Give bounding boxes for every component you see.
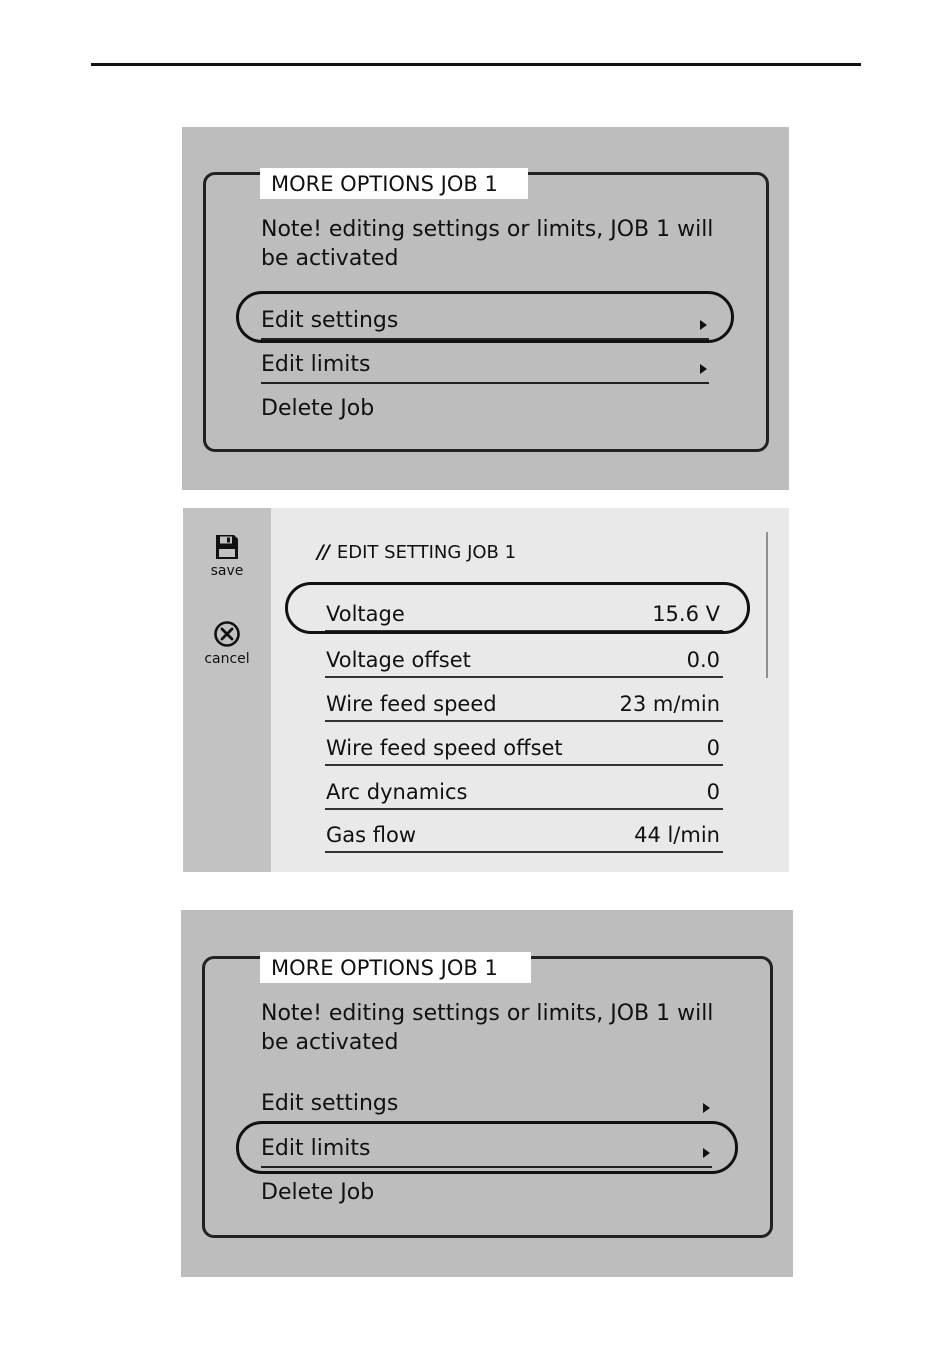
setting-row-wire-feed-speed[interactable]	[325, 678, 723, 722]
selection-highlight	[236, 291, 734, 343]
setting-label: Arc dynamics	[326, 780, 468, 804]
chevron-right-icon	[703, 1103, 710, 1113]
setting-value: 0	[706, 780, 720, 804]
dialog-note	[261, 215, 713, 273]
option-label: Delete Job	[261, 396, 375, 421]
setting-value: 44 l/min	[634, 823, 720, 847]
option-label: Delete Job	[261, 1180, 375, 1205]
setting-value: 0.0	[686, 648, 720, 672]
setting-row-arc-dynamics[interactable]	[325, 766, 723, 810]
note-line-1: Note! editing settings or limits, JOB 1 will	[261, 1001, 714, 1026]
selection-highlight	[236, 1121, 738, 1174]
setting-label: Wire feed speed offset	[326, 736, 563, 760]
option-label: Edit settings	[261, 1091, 399, 1116]
option-label: Edit limits	[261, 1136, 371, 1161]
setting-value: 0	[706, 736, 720, 760]
dialog-title: MORE OPTIONS JOB 1	[260, 952, 531, 983]
option-edit-settings[interactable]	[261, 1083, 712, 1123]
note-line-2: be activated	[261, 246, 399, 271]
option-delete-job[interactable]	[261, 1172, 712, 1212]
setting-row-wire-feed-speed-offset[interactable]	[325, 722, 723, 766]
edit-setting-screen	[183, 508, 789, 872]
option-edit-limits[interactable]	[261, 344, 709, 384]
edit-title	[317, 541, 516, 563]
cancel-label: cancel	[204, 651, 250, 667]
setting-row-voltage-offset[interactable]	[325, 634, 723, 678]
save-icon	[215, 534, 239, 560]
save-label: save	[210, 563, 244, 579]
edit-title-text: EDIT SETTING JOB 1	[336, 541, 517, 563]
page-top-rule	[91, 63, 861, 66]
edit-sidebar	[183, 508, 271, 872]
title-prefix: //	[317, 541, 329, 563]
more-options-screen-bottom	[181, 910, 793, 1277]
setting-row-gas-flow[interactable]	[325, 809, 723, 853]
option-delete-job[interactable]	[261, 388, 709, 428]
setting-label: Voltage offset	[326, 648, 471, 672]
note-line-2: be activated	[261, 1030, 399, 1055]
cancel-circle-icon	[213, 620, 241, 648]
dialog-title: MORE OPTIONS JOB 1	[260, 168, 528, 199]
cancel-button[interactable]	[183, 620, 271, 667]
option-label: Edit settings	[261, 308, 399, 333]
setting-label: Wire feed speed	[326, 692, 497, 716]
setting-label: Voltage	[326, 602, 405, 626]
dialog-note	[261, 999, 713, 1057]
setting-value: 23 m/min	[619, 692, 720, 716]
option-label: Edit limits	[261, 352, 371, 377]
note-line-1: Note! editing settings or limits, JOB 1 will	[261, 217, 714, 242]
chevron-right-icon	[700, 364, 707, 374]
save-button[interactable]	[183, 534, 271, 579]
scrollbar[interactable]	[766, 532, 768, 678]
setting-value: 15.6 V	[652, 602, 720, 626]
setting-label: Gas flow	[326, 823, 417, 847]
row-selection-highlight	[285, 582, 750, 634]
more-options-screen-top	[182, 127, 789, 490]
